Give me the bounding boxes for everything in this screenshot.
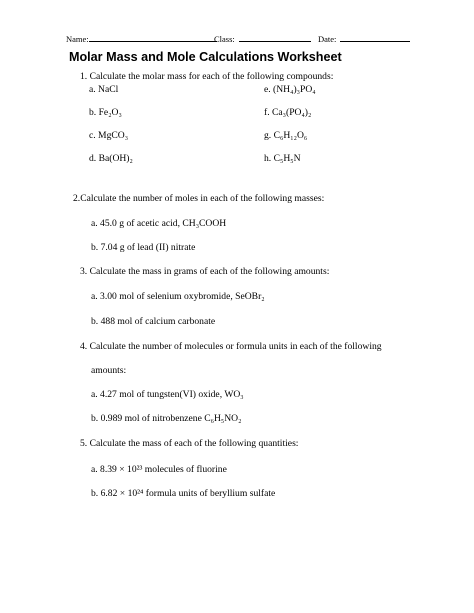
question-1-prompt: 1. Calculate the molar mass for each of the following compounds:: [80, 71, 334, 82]
name-field[interactable]: [66, 33, 217, 44]
date-label: Date:: [318, 34, 337, 44]
question-5a: a. 8.39 × 10²³ molecules of fluorine: [91, 464, 227, 475]
class-field[interactable]: [214, 33, 311, 44]
date-field[interactable]: [318, 33, 410, 44]
question-1f: f. Ca₃(PO₄)₂: [264, 107, 312, 118]
question-1e: e. (NH₄)₃PO₄: [264, 84, 316, 95]
class-label: Class:: [214, 34, 235, 44]
question-3b: b. 488 mol of calcium carbonate: [91, 316, 216, 327]
question-1g: g. C₆H₁₂O₆: [264, 130, 308, 141]
question-3a: a. 3.00 mol of selenium oxybromide, SeOBr₂: [91, 291, 265, 302]
question-1a: a. NaCl: [89, 84, 119, 95]
question-4-prompt: 4. Calculate the number of molecules or formula units in each of the following: [80, 341, 382, 352]
question-4b: b. 0.989 mol of nitrobenzene C₆H₅NO₂: [91, 413, 242, 424]
question-5b: b. 6.82 × 10²⁴ formula units of beryllium sulfate: [91, 488, 276, 499]
question-4-prompt-continued: amounts:: [91, 365, 127, 376]
question-2a: a. 45.0 g of acetic acid, CH₃COOH: [91, 218, 227, 229]
question-5-prompt: 5. Calculate the mass of each of the following quantities:: [80, 438, 299, 449]
question-1c: c. MgCO₃: [89, 130, 129, 141]
question-2-prompt: 2.Calculate the number of moles in each of the following masses:: [73, 193, 325, 204]
worksheet-title: Molar Mass and Mole Calculations Worksheet: [69, 50, 342, 64]
question-1b: b. Fe₂O₃: [89, 107, 122, 118]
question-1d: d. Ba(OH)₂: [89, 153, 133, 164]
name-label: Name:: [66, 34, 89, 44]
question-2b: b. 7.04 g of lead (II) nitrate: [91, 242, 196, 253]
question-3-prompt: 3. Calculate the mass in grams of each of the following amounts:: [80, 266, 330, 277]
question-4a: a. 4.27 mol of tungsten(VI) oxide, WO₃: [91, 389, 244, 400]
question-1h: h. C₅H₅N: [264, 153, 301, 164]
